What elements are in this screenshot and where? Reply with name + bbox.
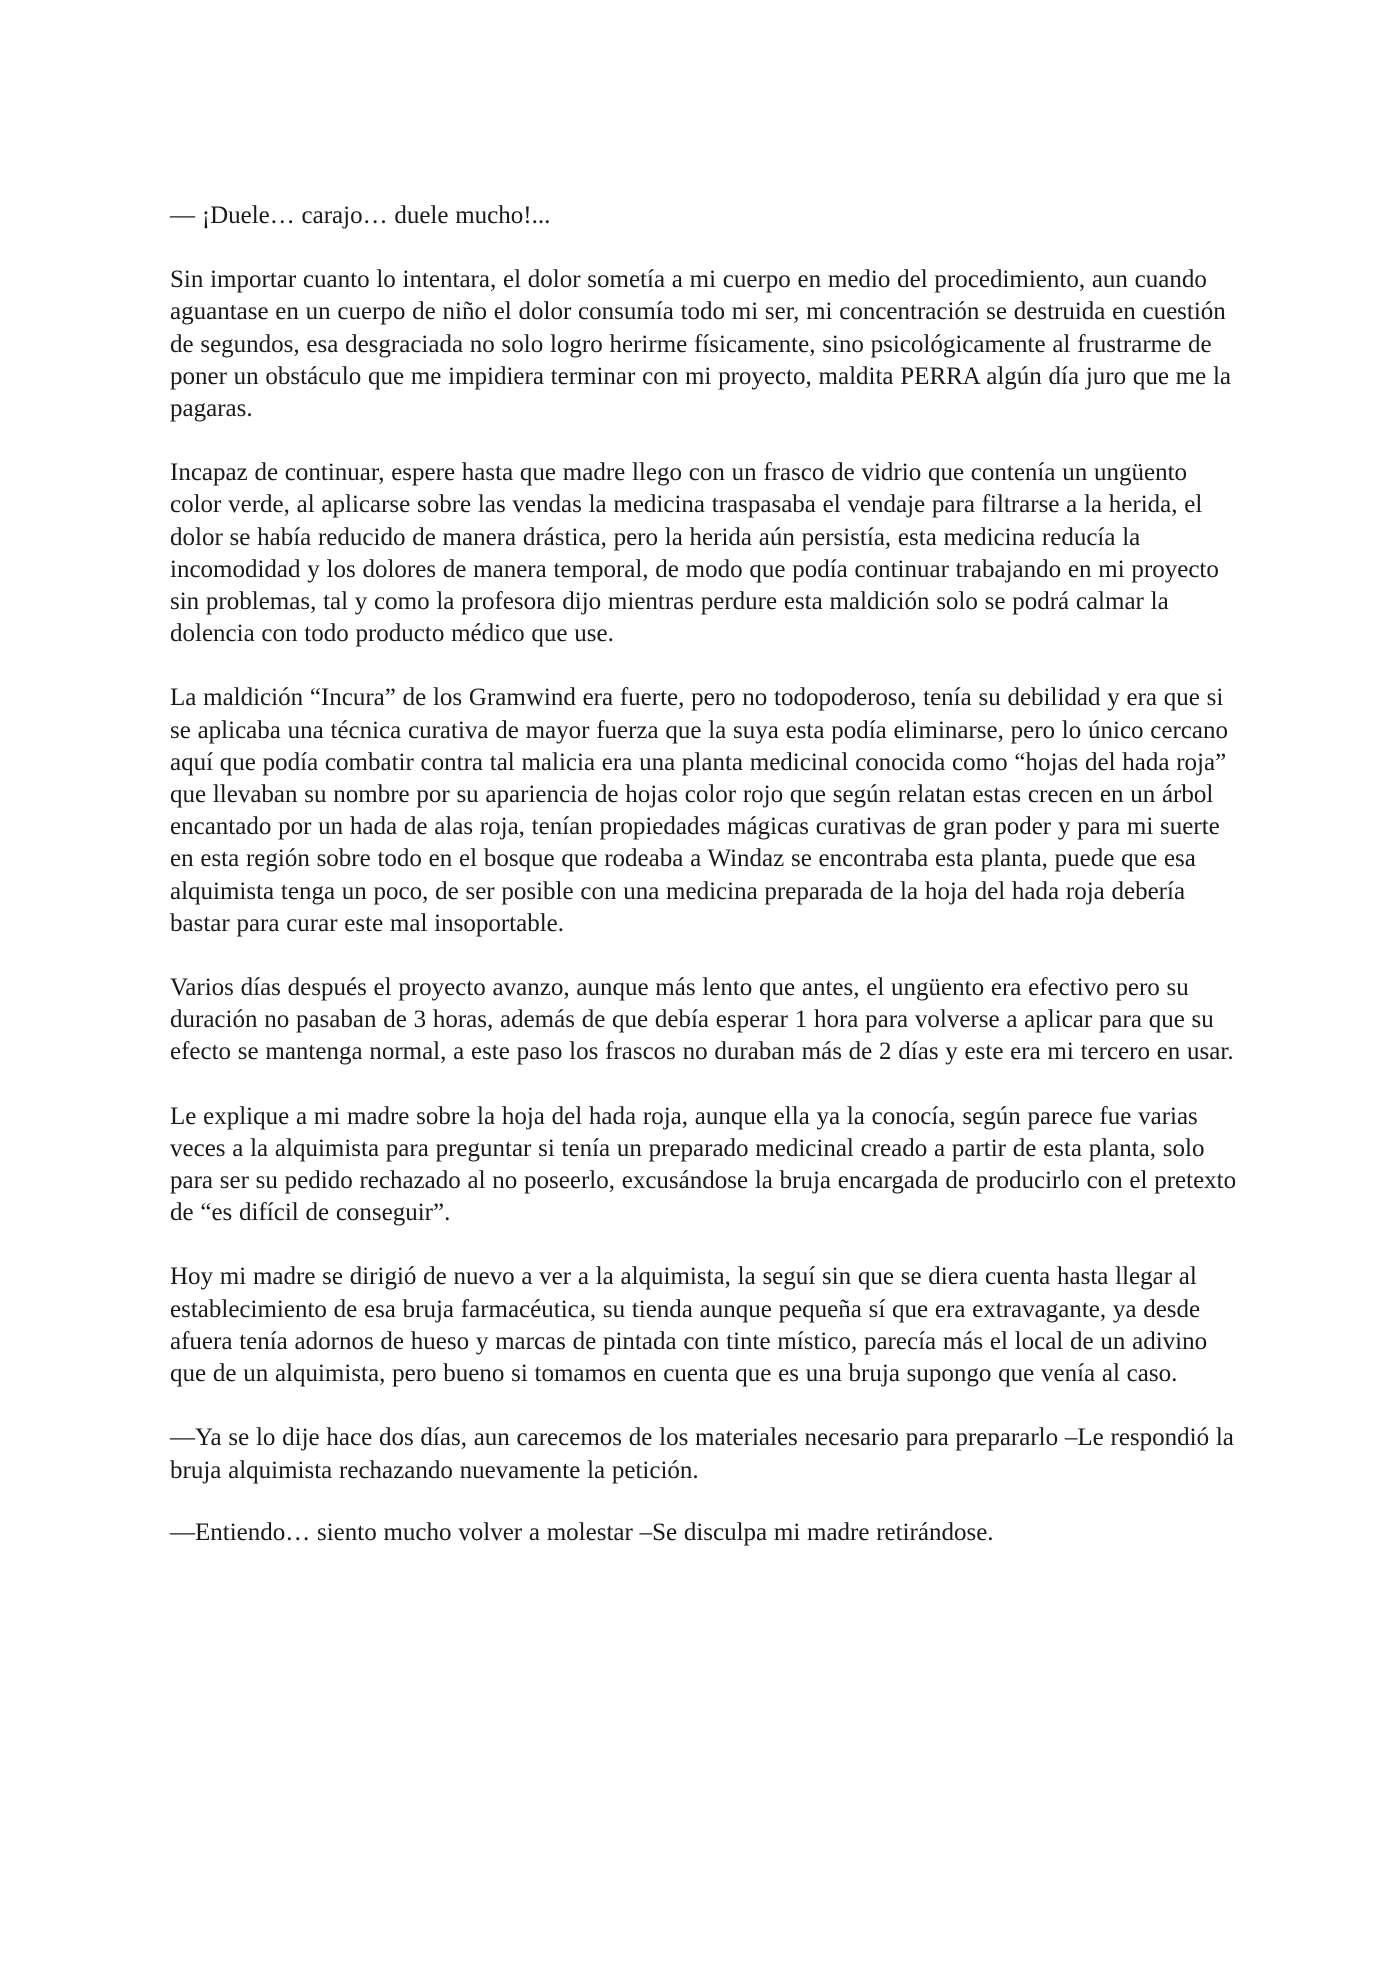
paragraph-dialogue-pain: — ¡Duele… carajo… duele mucho!... [170,202,551,229]
paragraph-ointment: Incapaz de continuar, espere hasta que madre llego con un frasco de vidrio que contenía un ungüento color verde, al aplicarse sobre las vendas la medicina traspasaba el vendaje para filtrarse a la herida, el dolor se había reducido de manera drástica, pero la herida aún persistía, esta medicina reducía la incomodidad y los dolores de manera temporal, de modo que podía continuar trabajando en mi proyecto sin problemas, tal y como la profesora dijo mientras perdure esta maldición solo se podrá calmar la dolencia con todo producto médico que use. [170,459,1219,648]
document-body [170,200,1240,1581]
paragraph-dialogue-witch: —Ya se lo dije hace dos días, aun carecemos de los materiales necesario para prepararlo –Le respondió la bruja alquimista rechazando nuevamente la petición. [170,1424,1234,1484]
paragraph-dialogue-mother: —Entiendo… siento mucho volver a molestar –Se disculpa mi madre retirándose. [170,1518,994,1546]
paragraph-curse-incura: La maldición “Incura” de los Gramwind era fuerte, pero no todopoderoso, tenía su debilidad y era que si se aplicaba una técnica curativa de mayor fuerza que la suya esta podía eliminarse, pero lo único cercano aquí que podía combatir contra tal malicia era una planta medicinal conocida como “hojas del hada roja” que llevaban su nombre por su apariencia de hojas color rojo que según relatan estas crecen en un árbol encantado por un hada de alas roja, tenían propiedades mágicas curativas de gran poder y para mi suerte en esta región sobre todo en el bosque que rodeaba a Windaz se encontraba esta planta, puede que esa alquimista tenga un poco, de ser posible con una medicina preparada de la hoja del hada roja debería bastar para curar este mal insoportable. [170,684,1228,937]
paragraph-project-progress: Varios días después el proyecto avanzo, aunque más lento que antes, el ungüento era efectivo pero su duración no pasaban de 3 horas, además de que debía esperar 1 hora para volverse a aplicar para que su efecto se mantenga normal, a este paso los frascos no duraban más de 2 días y este era mi tercero en usar. [170,974,1234,1066]
paragraph-pain-procedure: Sin importar cuanto lo intentara, el dolor sometía a mi cuerpo en medio del procedimiento, aun cuando aguantase en un cuerpo de niño el dolor consumía todo mi ser, mi concentración se destruida en cuestión de segundos, esa desgraciada no solo logro herirme físicamente, sino psicológicamente al frustrarme de poner un obstáculo que me impidiera terminar con mi proyecto, maldita PERRA algún día juro que me la pagaras. [170,266,1232,423]
paragraph-alchemist-shop: Hoy mi madre se dirigió de nuevo a ver a la alquimista, la seguí sin que se diera cuenta hasta llegar al establecimiento de esa bruja farmacéutica, su tienda aunque pequeña sí que era extravagante, ya desde afuera tenía adornos de hueso y marcas de pintada con tinte místico, parecía más el local de un adivino que de un alquimista, pero bueno si tomamos en cuenta que es una bruja supongo que venía al caso. [170,1263,1208,1388]
paragraph-red-fairy-leaf: Le explique a mi madre sobre la hoja del hada roja, aunque ella ya la conocía, según parece fue varias veces a la alquimista para preguntar si tenía un preparado medicinal creado a partir de esta planta, solo para ser su pedido rechazado al no poseerlo, excusándose la bruja encargada de producirlo con el pretexto de “es difícil de conseguir”. [170,1102,1237,1227]
